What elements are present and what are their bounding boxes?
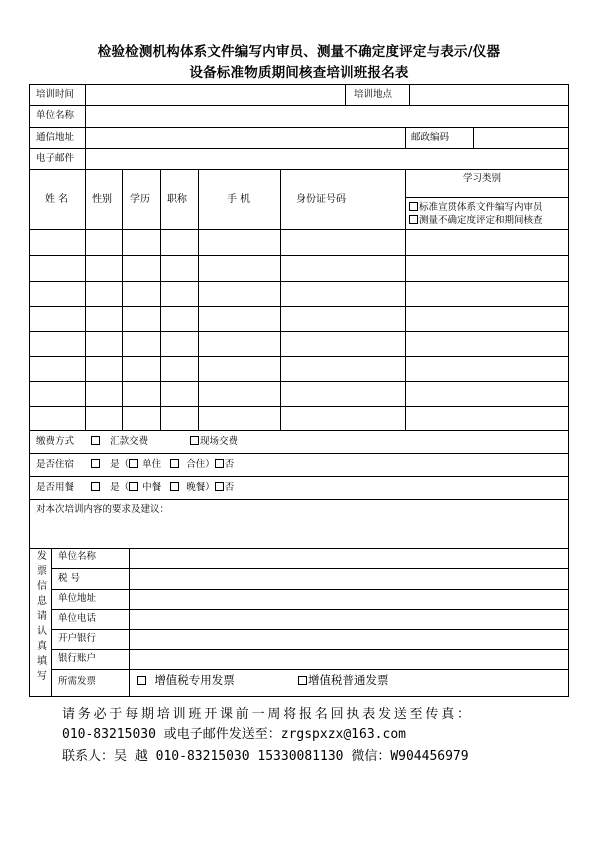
checkbox-icon bbox=[170, 482, 179, 491]
option-label: 晚餐） bbox=[186, 482, 215, 493]
option-label: 否 bbox=[224, 459, 235, 470]
title-column-header: 职称 bbox=[167, 194, 187, 205]
checkbox-icon bbox=[298, 676, 307, 685]
column-divider bbox=[280, 169, 281, 430]
checkbox-icon bbox=[409, 215, 418, 224]
row-divider bbox=[29, 453, 569, 454]
lodging-label: 是否住宿 bbox=[36, 459, 75, 470]
column-divider bbox=[85, 169, 86, 430]
option-label: 现场交费 bbox=[200, 436, 239, 447]
checkbox-icon bbox=[190, 436, 199, 445]
checkbox-icon bbox=[91, 436, 100, 445]
option-label: 合住） bbox=[186, 459, 215, 470]
row-divider bbox=[29, 105, 569, 106]
name-column-header: 姓 名 bbox=[45, 194, 69, 205]
invoice-type-label: 所需发票 bbox=[58, 676, 97, 687]
option-label: 是（ bbox=[110, 459, 130, 470]
invoice-bank-label: 开户银行 bbox=[58, 633, 97, 644]
option-label: 单住 bbox=[142, 459, 162, 470]
address-label: 通信地址 bbox=[36, 132, 75, 143]
invoice-tax-no-label: 税 号 bbox=[58, 573, 81, 584]
column-divider bbox=[345, 84, 346, 105]
meal-options[interactable] bbox=[91, 482, 234, 494]
row-divider bbox=[29, 381, 569, 382]
row-divider bbox=[29, 356, 569, 357]
invoice-side-label: 发票信息请认真填写 bbox=[37, 551, 47, 682]
form-title-line-2: 设备标准物质期间核查培训班报名表 bbox=[189, 65, 409, 81]
option-label: 标准宣贯体系文件编写内审员 bbox=[419, 202, 543, 213]
study-category-option-1[interactable] bbox=[409, 202, 543, 214]
gender-column-header: 性别 bbox=[92, 194, 112, 205]
form-title-line-1: 检验检测机构体系文件编写内审员、测量不确定度评定与表示/仪器 bbox=[97, 44, 501, 60]
invoice-account-label: 银行账户 bbox=[58, 653, 97, 664]
payment-option-onsite[interactable] bbox=[190, 436, 238, 448]
footer-contact: 联系人：吴 越 010-83215030 15330081130 微信：W904456979 bbox=[62, 749, 469, 764]
footer-fax-email: 010-83215030 或电子邮件发送至：zrgspxzx@163.com bbox=[62, 727, 406, 742]
row-divider bbox=[29, 127, 569, 128]
education-column-header: 学历 bbox=[130, 194, 150, 205]
column-divider bbox=[85, 84, 86, 169]
invoice-unit-phone-label: 单位电话 bbox=[58, 613, 97, 624]
suggestions-label: 对本次培训内容的要求及建议： bbox=[36, 504, 170, 515]
checkbox-icon bbox=[215, 459, 224, 468]
row-divider bbox=[29, 430, 569, 431]
option-label: 增值税专用发票 bbox=[154, 673, 235, 687]
lodging-options[interactable] bbox=[91, 459, 234, 471]
column-divider bbox=[129, 548, 130, 697]
row-divider bbox=[29, 148, 569, 149]
option-label: 测量不确定度评定和期间核查 bbox=[419, 215, 543, 226]
column-divider bbox=[473, 127, 474, 148]
column-divider bbox=[198, 169, 199, 430]
option-label: 中餐 bbox=[142, 482, 162, 493]
payment-label: 缴费方式 bbox=[36, 436, 75, 447]
option-label: 汇款交费 bbox=[110, 436, 149, 447]
option-label: 是（ bbox=[110, 482, 130, 493]
row-divider bbox=[29, 281, 569, 282]
footer-instruction: 请务必于每期培训班开课前一周将报名回执表发送至传真： bbox=[62, 707, 473, 722]
invoice-vat-ordinary-option[interactable] bbox=[298, 674, 389, 686]
postcode-label: 邮政编码 bbox=[411, 132, 450, 143]
unit-name-label: 单位名称 bbox=[36, 110, 75, 121]
checkbox-icon bbox=[137, 676, 146, 685]
payment-option-transfer[interactable] bbox=[91, 436, 148, 448]
training-location-label: 培训地点 bbox=[354, 89, 393, 100]
column-divider bbox=[405, 127, 406, 148]
mobile-column-header: 手 机 bbox=[227, 194, 251, 205]
checkbox-icon bbox=[409, 202, 418, 211]
column-divider bbox=[51, 548, 52, 697]
id-number-column-header: 身份证号码 bbox=[296, 194, 346, 205]
checkbox-icon bbox=[170, 459, 179, 468]
option-label: 否 bbox=[224, 482, 235, 493]
invoice-vat-special-option[interactable] bbox=[137, 674, 235, 686]
row-divider bbox=[29, 406, 569, 407]
checkbox-icon bbox=[215, 482, 224, 491]
study-category-header: 学习类别 bbox=[463, 173, 502, 184]
column-divider bbox=[122, 169, 123, 430]
row-divider bbox=[29, 255, 569, 256]
row-divider bbox=[29, 476, 569, 477]
row-divider bbox=[29, 306, 569, 307]
row-divider bbox=[29, 169, 569, 170]
row-divider bbox=[405, 197, 569, 198]
study-category-option-2[interactable] bbox=[409, 215, 543, 227]
column-divider bbox=[409, 84, 410, 105]
option-label: 增值税普通发票 bbox=[308, 673, 389, 687]
checkbox-icon bbox=[129, 482, 138, 491]
checkbox-icon bbox=[91, 482, 100, 491]
training-time-label: 培训时间 bbox=[36, 89, 75, 100]
row-divider bbox=[29, 548, 569, 549]
meal-label: 是否用餐 bbox=[36, 482, 75, 493]
checkbox-icon bbox=[91, 459, 100, 468]
column-divider bbox=[160, 169, 161, 430]
invoice-unit-name-label: 单位名称 bbox=[58, 551, 97, 562]
checkbox-icon bbox=[129, 459, 138, 468]
column-divider bbox=[405, 169, 406, 430]
row-divider bbox=[29, 499, 569, 500]
email-label: 电子邮件 bbox=[36, 153, 75, 164]
invoice-unit-address-label: 单位地址 bbox=[58, 593, 97, 604]
row-divider bbox=[29, 331, 569, 332]
row-divider bbox=[29, 229, 569, 230]
